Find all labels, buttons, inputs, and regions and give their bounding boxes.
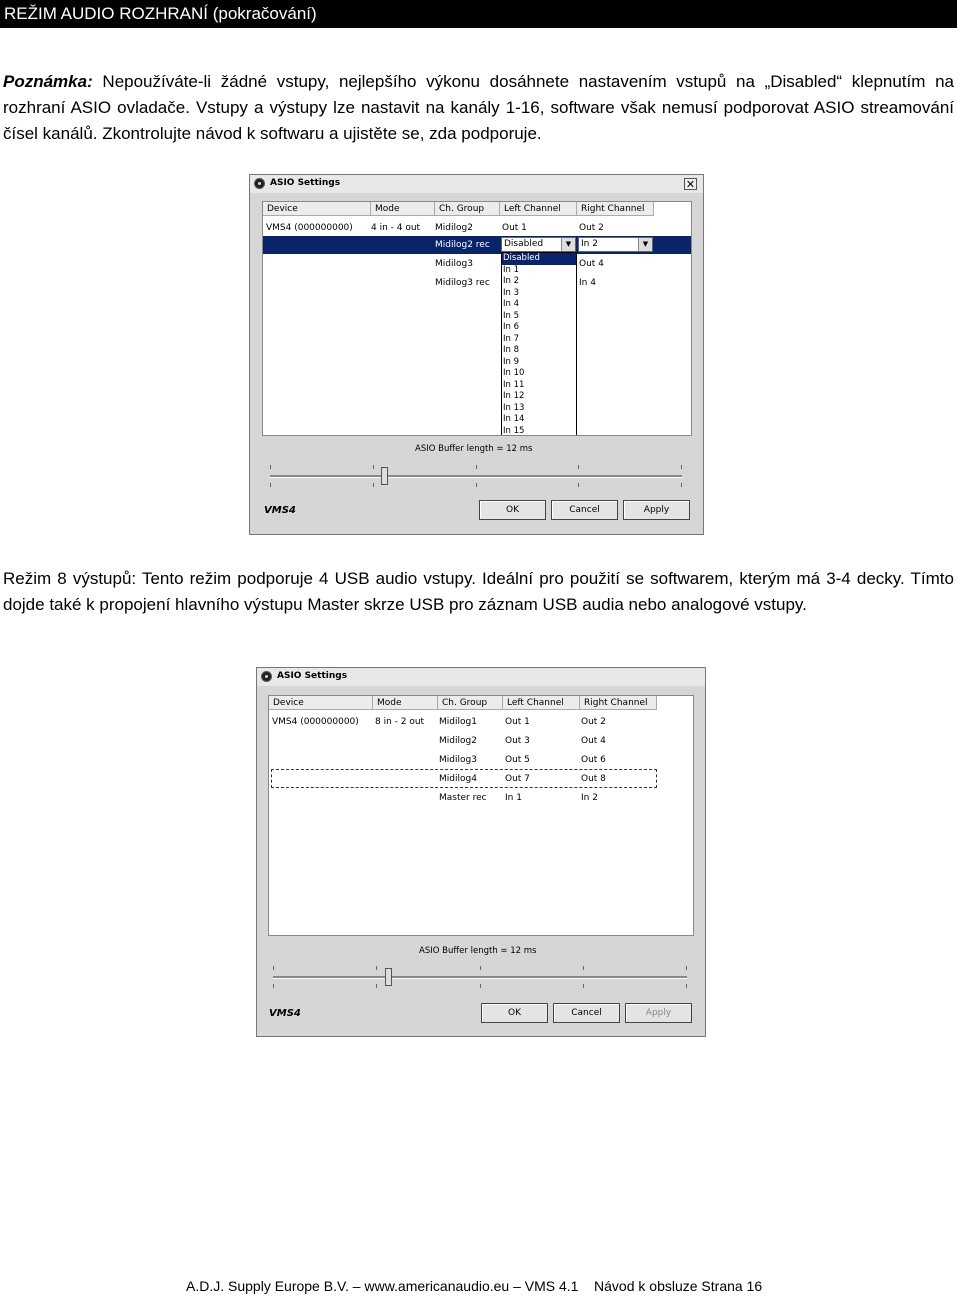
slider-track[interactable] [273, 976, 687, 979]
slider-tick [270, 465, 271, 469]
dropdown-option[interactable]: In 7 [503, 333, 520, 344]
group-cell: Midilog2 [435, 223, 473, 233]
slider-tick [270, 483, 271, 487]
right-channel-cell: Out 2 [579, 223, 604, 233]
column-header-left-channel[interactable]: Left Channel [500, 202, 577, 216]
app-icon [261, 671, 272, 682]
group-cell-selected: Midilog2 rec [435, 240, 490, 250]
column-header-device[interactable]: Device [269, 696, 373, 710]
cancel-button[interactable]: Cancel [551, 500, 618, 520]
column-header-ch-group[interactable]: Ch. Group [438, 696, 503, 710]
slider-thumb[interactable] [381, 467, 388, 485]
left-channel-cell: In 1 [505, 793, 522, 803]
dropdown-option[interactable]: In 11 [503, 379, 525, 390]
column-header-right-channel[interactable]: Right Channel [577, 202, 654, 216]
dropdown-option[interactable]: In 14 [503, 414, 525, 424]
column-header-mode[interactable]: Mode [371, 202, 435, 216]
right-channel-cell: In 2 [581, 793, 598, 803]
group-cell: Midilog3 [435, 259, 473, 269]
left-channel-cell: Out 5 [505, 755, 530, 765]
ok-button[interactable]: OK [479, 500, 546, 520]
right-channel-cell: Out 8 [581, 774, 606, 784]
dropdown-option[interactable]: In 2 [503, 276, 520, 286]
dropdown-option[interactable]: In 13 [503, 402, 525, 413]
device-cell: VMS4 (000000000) [266, 223, 353, 233]
dropdown-option[interactable]: In 15 [503, 425, 525, 436]
column-header-ch-group[interactable]: Ch. Group [435, 202, 500, 216]
mode-cell: 4 in - 4 out [371, 223, 421, 233]
brand-label: VMS4 [264, 505, 296, 516]
group-cell: Master rec [439, 793, 487, 803]
right-channel-cell: In 4 [579, 278, 596, 288]
channel-list [268, 695, 694, 936]
right-channel-combo[interactable] [578, 237, 653, 252]
note-text: Nepoužíváte-li žádné vstupy, nejlepšího výkonu dosáhnete nastavením vstupů na „Disabled“ klepnutím na rozhraní ASIO ovladače. Vstupy a výstupy lze nastavit na kanály 1-16, software však nemusí podporovat ASIO streamování čísel kanálů. Zkontrolujte návod k softwaru a ujistěte se, zda podporuje. [3, 72, 954, 143]
note-paragraph [3, 69, 954, 147]
left-channel-cell: Out 3 [505, 736, 530, 746]
column-header-left-channel[interactable]: Left Channel [503, 696, 580, 710]
right-channel-cell: Out 6 [581, 755, 606, 765]
dropdown-option[interactable]: In 4 [503, 299, 520, 309]
cancel-button[interactable]: Cancel [553, 1003, 620, 1023]
note-label: Poznámka: [3, 72, 93, 91]
dialog-title: ASIO Settings [277, 671, 348, 681]
right-channel-cell: Out 2 [581, 717, 606, 727]
asio-settings-dialog-8in2out [256, 667, 706, 1037]
buffer-slider[interactable] [273, 964, 687, 990]
close-icon[interactable]: ✕ [685, 178, 696, 191]
buffer-slider[interactable] [270, 463, 682, 489]
dropdown-option[interactable]: In 5 [503, 310, 520, 321]
dialog-titlebar [257, 668, 705, 686]
left-channel-combo[interactable] [501, 237, 576, 252]
slider-tick [373, 483, 374, 487]
slider-tick [273, 966, 274, 970]
channel-list [262, 201, 692, 436]
dropdown-option[interactable]: In 6 [503, 322, 520, 332]
right-channel-cell: Out 4 [579, 259, 604, 269]
dropdown-arrow-icon[interactable]: ▼ [638, 238, 652, 251]
right-channel-cell: Out 4 [581, 736, 606, 746]
group-cell: Midilog4 [439, 774, 477, 784]
group-cell: Midilog3 [439, 755, 477, 765]
slider-tick [583, 984, 584, 988]
slider-tick [583, 966, 584, 970]
left-channel-dropdown-list[interactable] [501, 252, 577, 436]
dropdown-option[interactable]: In 9 [503, 356, 520, 367]
slider-tick [376, 984, 377, 988]
dropdown-option[interactable]: In 1 [503, 264, 520, 275]
slider-tick [476, 483, 477, 487]
slider-tick [578, 465, 579, 469]
app-icon [254, 178, 265, 189]
slider-track[interactable] [270, 475, 682, 478]
slider-tick [273, 984, 274, 988]
mode-cell: 8 in - 2 out [375, 717, 425, 727]
slider-tick [480, 984, 481, 988]
slider-tick [686, 966, 687, 970]
dropdown-option[interactable]: In 3 [503, 287, 520, 298]
group-cell: Midilog3 rec [435, 278, 490, 288]
dropdown-option[interactable]: Disabled [502, 253, 576, 265]
group-cell: Midilog1 [439, 717, 477, 727]
slider-tick [681, 483, 682, 487]
column-header-mode[interactable]: Mode [373, 696, 438, 710]
slider-tick [480, 966, 481, 970]
slider-tick [373, 465, 374, 469]
brand-label: VMS4 [269, 1008, 301, 1019]
asio-buffer-label: ASIO Buffer length = 12 ms [419, 946, 537, 956]
left-channel-cell: Out 7 [505, 774, 530, 784]
apply-button[interactable]: Apply [623, 500, 690, 520]
ok-button[interactable]: OK [481, 1003, 548, 1023]
slider-tick [376, 966, 377, 970]
left-channel-cell: Out 1 [505, 717, 530, 727]
slider-tick [681, 465, 682, 469]
column-header-device[interactable]: Device [263, 202, 371, 216]
dialog-titlebar [250, 175, 703, 193]
device-cell: VMS4 (000000000) [272, 717, 359, 727]
slider-tick [578, 483, 579, 487]
apply-button: Apply [625, 1003, 692, 1023]
slider-thumb[interactable] [385, 968, 392, 986]
dropdown-arrow-icon[interactable]: ▼ [561, 238, 575, 251]
right-channel-value: In 2 [581, 239, 598, 249]
asio-settings-dialog-4in4out [249, 174, 704, 535]
column-header-right-channel[interactable]: Right Channel [580, 696, 657, 710]
page-footer: A.D.J. Supply Europe B.V. – www.americanaudio.eu – VMS 4.1 Návod k obsluze Strana 16 [186, 1278, 763, 1294]
slider-tick [686, 984, 687, 988]
left-channel-cell: Out 1 [502, 223, 527, 233]
group-cell: Midilog2 [439, 736, 477, 746]
dropdown-option[interactable]: In 12 [503, 391, 525, 401]
left-channel-value: Disabled [504, 239, 544, 249]
dropdown-option[interactable]: In 10 [503, 368, 525, 378]
asio-buffer-label: ASIO Buffer length = 12 ms [415, 444, 533, 454]
dropdown-option[interactable]: In 8 [503, 345, 520, 355]
section-header: REŽIM AUDIO ROZHRANÍ (pokračování) [0, 0, 957, 28]
mode8-paragraph: Režim 8 výstupů: Tento režim podporuje 4 USB audio vstupy. Ideální pro použití se softwarem, kterým má 3-4 decky. Tímto dojde také k propojení hlavního výstupu Master skrze USB pro záznam USB audia nebo analogové vstupy. [3, 569, 954, 614]
dialog-title: ASIO Settings [270, 178, 341, 188]
slider-tick [476, 465, 477, 469]
